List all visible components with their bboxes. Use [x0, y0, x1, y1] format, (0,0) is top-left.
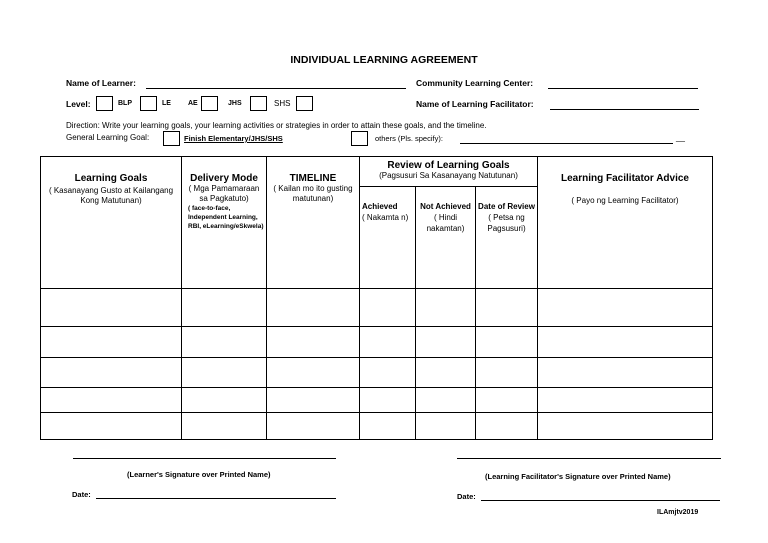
table-cell[interactable] — [267, 327, 360, 358]
table-cell[interactable] — [416, 327, 476, 358]
facilitator-date-field[interactable] — [481, 500, 720, 501]
table-cell[interactable] — [538, 388, 713, 413]
others-label: others (Pls. specify): — [375, 134, 443, 143]
others-specify-field[interactable] — [460, 143, 673, 144]
table-cell[interactable] — [182, 413, 267, 440]
table-cell[interactable] — [267, 358, 360, 388]
learning-agreement-table — [40, 156, 713, 440]
table-cell[interactable] — [538, 327, 713, 358]
table-cell[interactable] — [360, 289, 416, 327]
learner-date-field[interactable] — [96, 498, 336, 499]
name-of-learner-label: Name of Learner: — [66, 78, 136, 88]
table-cell[interactable] — [416, 289, 476, 327]
learner-signature-label: (Learner's Signature over Printed Name) — [127, 470, 271, 479]
table-cell[interactable] — [182, 289, 267, 327]
table-cell[interactable] — [41, 358, 182, 388]
table-row — [41, 327, 713, 358]
facilitator-signature-label: (Learning Facilitator's Signature over Printed Name) — [485, 472, 671, 481]
level-jhs-checkbox[interactable] — [250, 96, 267, 111]
table-row — [41, 358, 713, 388]
header-learning-goals: Learning Goals ( Kasanayang Gusto at Kailangang Kong Matutunan) — [41, 157, 182, 289]
table-cell[interactable] — [538, 358, 713, 388]
level-shs-checkbox[interactable] — [296, 96, 313, 111]
general-goal-finish-label: Finish Elementary/JHS/SHS — [184, 134, 283, 143]
name-of-learner-field[interactable] — [146, 88, 406, 89]
table-cell[interactable] — [360, 358, 416, 388]
level-blp-checkbox[interactable] — [96, 96, 113, 111]
table-cell[interactable] — [476, 388, 538, 413]
table-row — [41, 413, 713, 440]
facilitator-date-label: Date: — [457, 492, 476, 501]
level-shs-label: SHS — [274, 99, 291, 108]
table-cell[interactable] — [476, 327, 538, 358]
table-cell[interactable] — [41, 388, 182, 413]
level-label: Level: — [66, 99, 91, 109]
level-le-label: LE — [162, 100, 171, 107]
form-title: INDIVIDUAL LEARNING AGREEMENT — [290, 54, 478, 66]
community-center-field[interactable] — [548, 88, 698, 89]
table-cell[interactable] — [416, 413, 476, 440]
table-cell[interactable] — [182, 327, 267, 358]
header-review-of-learning-goals: Review of Learning Goals (Pagsusuri Sa Kasanayang Natutunan) — [360, 157, 538, 187]
table-cell[interactable] — [476, 413, 538, 440]
level-le-checkbox[interactable] — [140, 96, 157, 111]
table-cell[interactable] — [360, 388, 416, 413]
general-goal-label: General Learning Goal: — [66, 133, 150, 142]
table-cell[interactable] — [416, 388, 476, 413]
table-cell[interactable] — [182, 358, 267, 388]
facilitator-name-label: Name of Learning Facilitator: — [416, 99, 534, 109]
others-trail: __ — [676, 133, 685, 142]
level-ae-checkbox[interactable] — [201, 96, 218, 111]
table-cell[interactable] — [41, 289, 182, 327]
table-cell[interactable] — [416, 358, 476, 388]
header-timeline: TIMELINE ( Kailan mo ito gusting matutunan) — [267, 157, 360, 289]
table-cell[interactable] — [182, 388, 267, 413]
learner-signature-line[interactable] — [73, 458, 336, 459]
header-facilitator-advice: Learning Facilitator Advice ( Payo ng Learning Facilitator) — [538, 157, 713, 289]
direction-text: Direction: Write your learning goals, your learning activities or strategies in order to attain these goals, and the timeline. — [66, 121, 487, 130]
footer-code: ILAmjtv2019 — [657, 509, 699, 516]
table-cell[interactable] — [267, 289, 360, 327]
learner-date-label: Date: — [72, 490, 91, 499]
table-cell[interactable] — [360, 327, 416, 358]
header-date-of-review: Date of Review ( Petsa ng Pagsusuri) — [476, 187, 538, 289]
table-cell[interactable] — [476, 289, 538, 327]
table-cell[interactable] — [41, 413, 182, 440]
level-jhs-label: JHS — [228, 100, 242, 107]
header-delivery-mode: Delivery Mode ( Mga Pamamaraan sa Pagkatuto) ( face-to-face, Independent Learning, RBI, eLearning/eSkwela) — [182, 157, 267, 289]
general-goal-others-checkbox[interactable] — [351, 131, 368, 146]
general-goal-finish-checkbox[interactable] — [163, 131, 180, 146]
table-cell[interactable] — [538, 289, 713, 327]
header-not-achieved: Not Achieved ( Hindi nakamtan) — [416, 187, 476, 289]
table-cell[interactable] — [267, 388, 360, 413]
table-row — [41, 388, 713, 413]
table-cell[interactable] — [538, 413, 713, 440]
table-cell[interactable] — [360, 413, 416, 440]
table-cell[interactable] — [476, 358, 538, 388]
table-row — [41, 289, 713, 327]
level-ae-label: AE — [188, 100, 198, 107]
level-blp-label: BLP — [118, 100, 132, 107]
table-cell[interactable] — [41, 327, 182, 358]
header-achieved: Achieved ( Nakamta n) — [360, 187, 416, 289]
facilitator-signature-line[interactable] — [457, 458, 721, 459]
community-center-label: Community Learning Center: — [416, 78, 534, 88]
table-cell[interactable] — [267, 413, 360, 440]
facilitator-name-field[interactable] — [550, 109, 699, 110]
